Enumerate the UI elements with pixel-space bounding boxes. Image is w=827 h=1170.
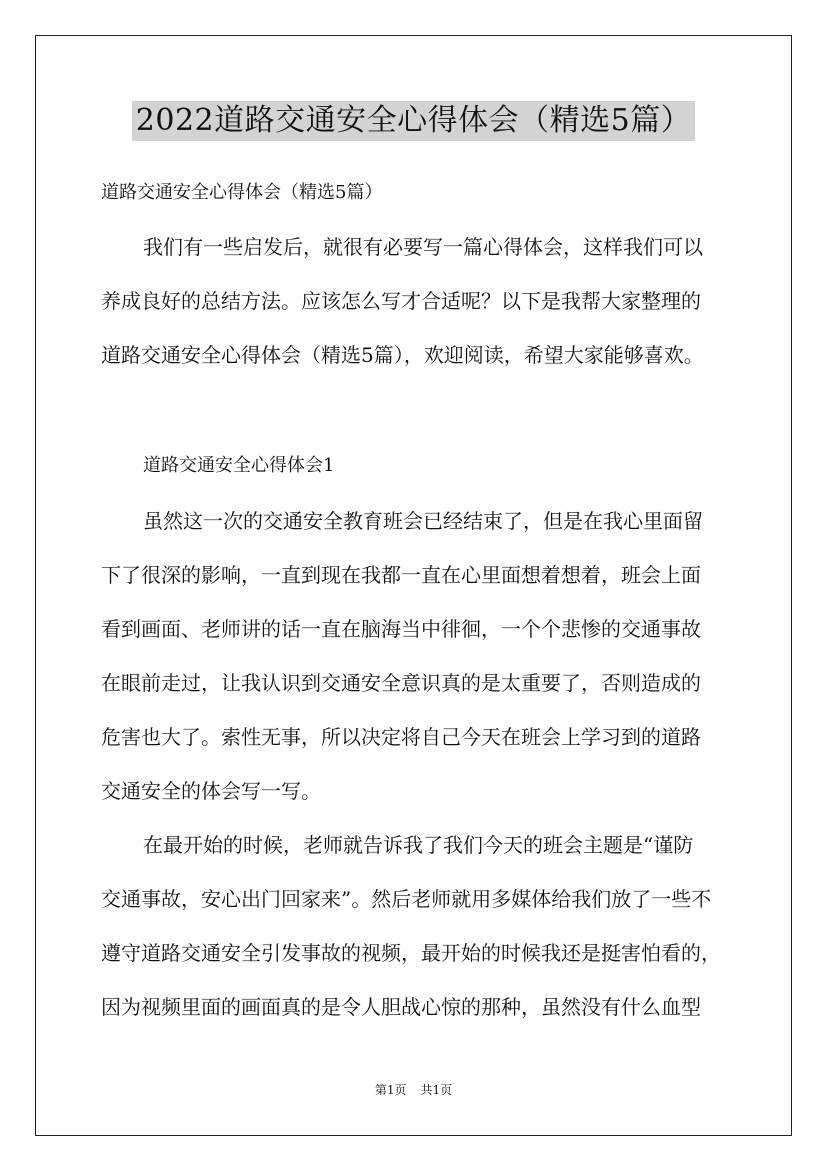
page-footer xyxy=(0,1082,827,1098)
document-subtitle: 道路交通安全心得体会（精选5篇） xyxy=(101,182,383,203)
paragraph-line: 危害也大了。索性无事，所以决定将自己今天在班会上学习到的道路 xyxy=(101,725,701,749)
page-number: 第1页 xyxy=(374,1083,407,1097)
paragraph-line: 看到画面、老师讲的话一直在脑海当中徘徊，一个个悲惨的交通事故 xyxy=(101,617,701,641)
paragraph-line: 交通事故，安心出门回家来”。然后老师就用多媒体给我们放了一些不 xyxy=(101,887,712,911)
page-total: 共1页 xyxy=(420,1083,453,1097)
paragraph-line: 下了很深的影响，一直到现在我都一直在心里面想着想着，班会上面 xyxy=(101,563,701,587)
section-heading: 道路交通安全心得体会1 xyxy=(143,455,335,476)
document-title: 2022道路交通安全心得体会（精选5篇） xyxy=(132,101,695,141)
paragraph-line: 虽然这一次的交通安全教育班会已经结束了，但是在我心里面留 xyxy=(143,509,703,533)
intro-line: 我们有一些启发后，就很有必要写一篇心得体会，这样我们可以 xyxy=(143,235,703,259)
paragraph-line: 在眼前走过，让我认识到交通安全意识真的是太重要了，否则造成的 xyxy=(101,671,701,695)
intro-line: 养成良好的总结方法。应该怎么写才合适呢？以下是我帮大家整理的 xyxy=(101,289,701,313)
intro-line: 道路交通安全心得体会（精选5篇），欢迎阅读，希望大家能够喜欢。 xyxy=(101,343,704,367)
paragraph-line: 交通安全的体会写一写。 xyxy=(101,779,321,803)
paragraph-line: 在最开始的时候，老师就告诉我了我们今天的班会主题是“谨防 xyxy=(143,833,694,857)
title-container xyxy=(0,101,827,141)
paragraph-line: 遵守道路交通安全引发事故的视频，最开始的时候我还是挺害怕看的， xyxy=(101,941,721,965)
paragraph-line: 因为视频里面的画面真的是令人胆战心惊的那种，虽然没有什么血型 xyxy=(101,995,701,1019)
